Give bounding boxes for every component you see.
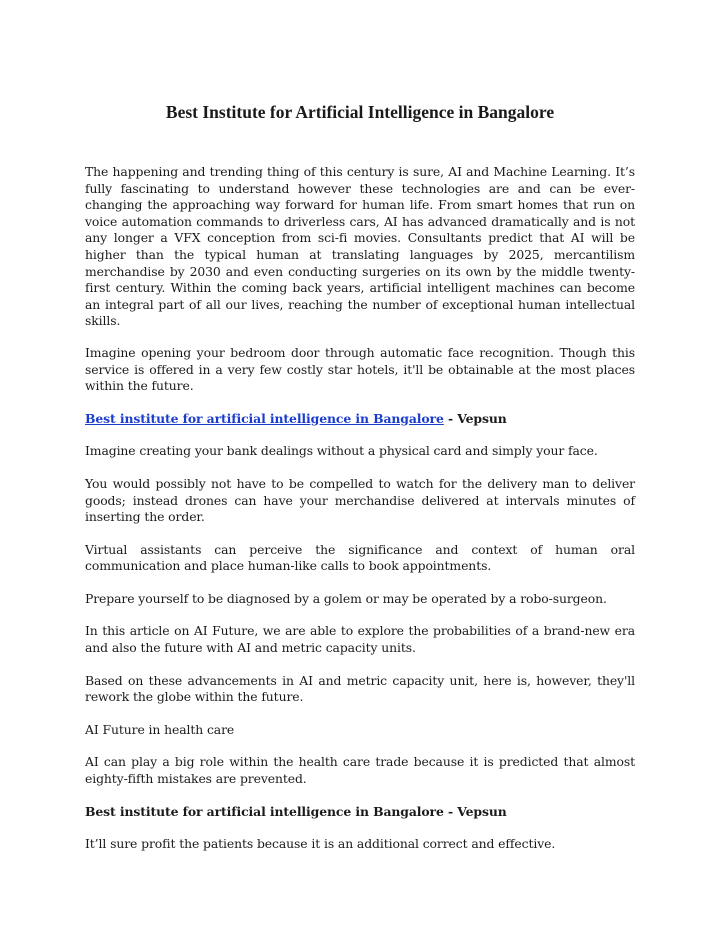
paragraph-patients: It’ll sure profit the patients because it is an additional correct and effective. [85,836,556,852]
paragraph-health-care: AI can play a big role within the health care trade because it is predicted that almost eighty-fifth mistakes are prevented. [85,754,635,787]
paragraph-drones: You would possibly not have to be compelled to watch for the delivery man to deliver goods; instead drones can have your merchandise delivered at intervals minutes of inserting the order. [85,475,635,525]
paragraph-institute-link [85,411,635,428]
paragraph-ai-future: In this article on AI Future, we are able to explore the probabilities of a brand-new era and also the future with AI and metric capacity units. [85,623,635,656]
document-body [85,164,635,853]
paragraph-health-care-heading: AI Future in health care [85,721,235,737]
paragraph-bank-dealings: Imagine creating your bank dealings without a physical card and simply your face. [85,443,598,459]
paragraph-face-recognition: Imagine opening your bedroom door through automatic face recognition. Though this service is offered in a very few costly star hotels, it'll be obtainable at the most places within the future. [85,344,635,394]
institute-link[interactable]: Best institute for artificial intelligence in Bangalore [85,410,444,426]
paragraph-institute-bold: Best institute for artificial intelligence in Bangalore - Vepsun [85,803,507,819]
paragraph-intro: The happening and trending thing of this century is sure, AI and Machine Learning. It’s fully fascinating to understand however these technologies are and can be ever-changing the approaching way forward for human life. From smart homes that run on voice automation commands to driverless cars, AI has advanced dramatically and is not any longer a VFX conception from sci-fi movies. Consultants predict that AI will be higher than the typical human at translating languages by 2025, mercantilism merchandise by 2030 and even conducting surgeries on its own by the middle twenty-first century. Within the coming back years, artificial intelligent machines can become an integral part of all our lives, reaching the number of exceptional human intellectual skills. [85,164,635,329]
document-title: Best Institute for Artificial Intelligence in Bangalore [165,102,555,122]
paragraph-advancements: Based on these advancements in AI and metric capacity unit, here is, however, they'll rework the globe within the future. [85,672,635,705]
paragraph-virtual-assistants: Virtual assistants can perceive the significance and context of human oral communication and place human-like calls to book appointments. [85,541,635,574]
paragraph-robo-surgeon: Prepare yourself to be diagnosed by a golem or may be operated by a robo-surgeon. [85,590,607,606]
institute-link-suffix: - Vepsun [443,410,507,426]
